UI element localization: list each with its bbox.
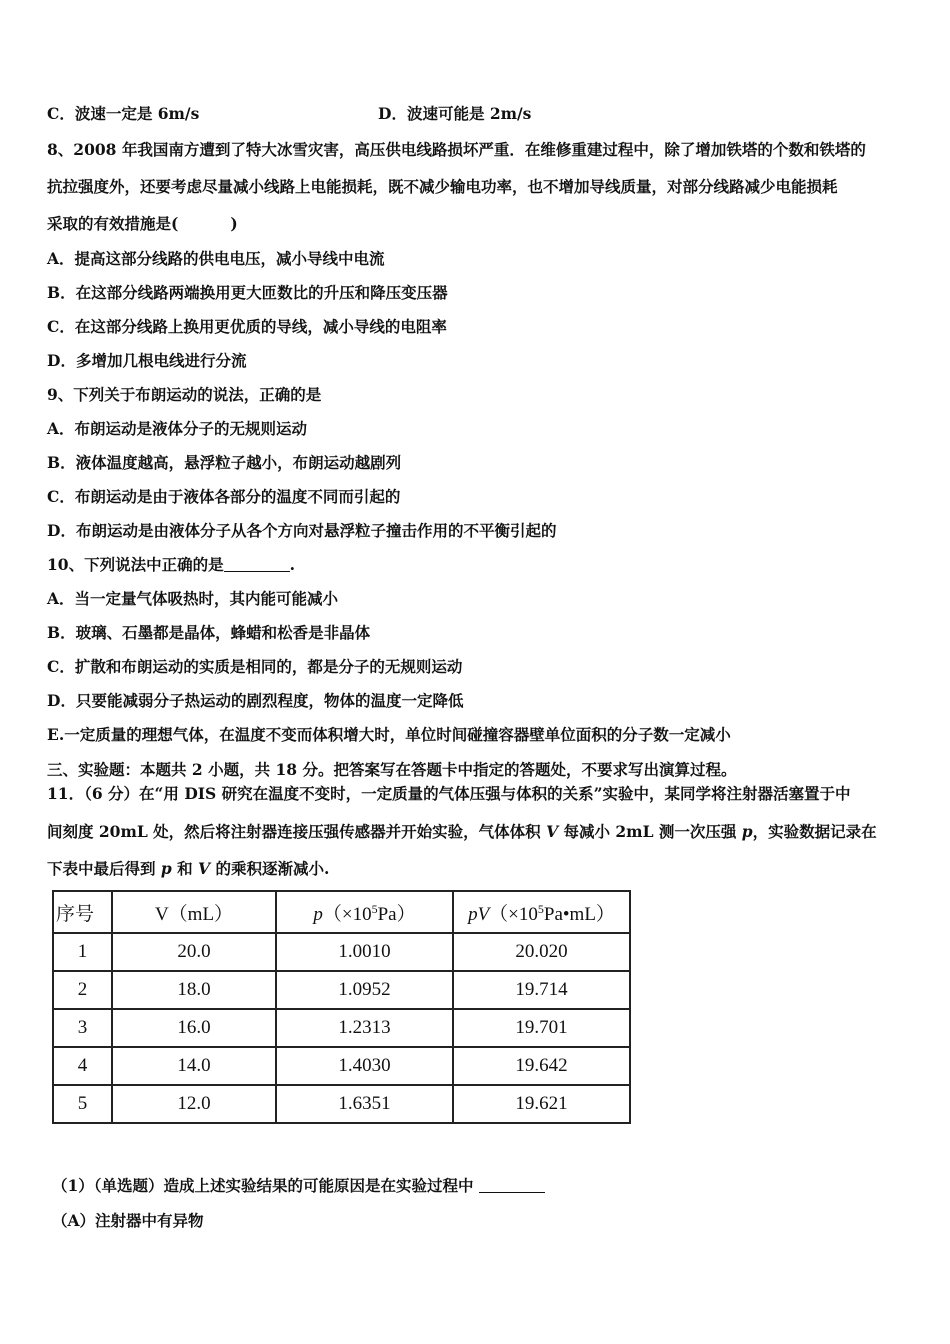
q7-option-c-row bbox=[47, 102, 199, 124]
q8-stem-prefix: 采取的有效措施是( bbox=[47, 214, 179, 233]
cell-pv: 19.701 bbox=[453, 1009, 630, 1047]
header-pressure-symbol: p bbox=[313, 903, 323, 925]
q10-stem bbox=[47, 553, 295, 575]
table-row bbox=[53, 1047, 630, 1085]
header-pressure bbox=[276, 891, 453, 933]
q11-line2-text-b: 每减小 2mL 测一次压强 bbox=[558, 822, 742, 841]
cell-pressure: 1.6351 bbox=[276, 1085, 453, 1123]
q8-stem-line1: 8、2008 年我国南方遭到了特大冰雪灾害，高压供电线路损坏严重．在维修重建过程中，除了增加铁塔的个数和铁塔的 bbox=[47, 140, 866, 159]
q11-line3-text-a: 下表中最后得到 bbox=[47, 859, 161, 878]
cell-seq: 4 bbox=[53, 1047, 112, 1085]
q11-line3-text-b: 和 bbox=[171, 859, 199, 878]
table-row bbox=[53, 933, 630, 971]
q8-option-d: D．多增加几根电线进行分流 bbox=[47, 351, 247, 370]
cell-pressure: 1.4030 bbox=[276, 1047, 453, 1085]
q9-option-d: D．布朗运动是由液体分子从各个方向对悬浮粒子撞击作用的不平衡引起的 bbox=[47, 521, 557, 540]
table-row bbox=[53, 1009, 630, 1047]
q11-line1: 11．（6 分）在“用 DIS 研究在温度不变时，一定质量的气体压强与体积的关系”实验中，某同学将注射器活塞置于中 bbox=[47, 784, 851, 803]
cell-volume: 18.0 bbox=[112, 971, 276, 1009]
q11-sub1-answer-blank bbox=[479, 1177, 545, 1194]
q11-line2 bbox=[47, 820, 877, 842]
q8-answer-blank bbox=[178, 216, 230, 232]
q10-answer-blank bbox=[224, 556, 290, 573]
table-header-row bbox=[53, 891, 630, 933]
header-pressure-exponent: 5 bbox=[371, 901, 378, 916]
q8-stem-suffix: ) bbox=[230, 214, 238, 233]
cell-seq: 3 bbox=[53, 1009, 112, 1047]
q8-stem-line2: 抗拉强度外，还要考虑尽量减小线路上电能损耗，既不减少输电功率，也不增加导线质量，对部分线路减少电能损耗 bbox=[47, 177, 838, 196]
table-row bbox=[53, 1085, 630, 1123]
header-pv bbox=[453, 891, 630, 933]
q11-sub1-stem bbox=[52, 1174, 545, 1196]
q7-option-c: C．波速一定是 6m/s bbox=[47, 104, 200, 123]
cell-pressure: 1.0010 bbox=[276, 933, 453, 971]
q9-option-b: B．液体温度越高，悬浮粒子越小，布朗运动越剧列 bbox=[47, 453, 402, 472]
q10-option-c: C．扩散和布朗运动的实质是相同的，都是分子的无规则运动 bbox=[47, 657, 463, 676]
header-pv-symbol: pV bbox=[468, 903, 490, 925]
cell-pv: 19.714 bbox=[453, 971, 630, 1009]
section3-heading: 三、实验题：本题共 2 小题，共 18 分。把答案写在答题卡中指定的答题处，不要求写出演算过程。 bbox=[47, 760, 737, 779]
q9-option-c: C．布朗运动是由于液体各部分的温度不同而引起的 bbox=[47, 487, 401, 506]
q10-option-d: D．只要能减弱分子热运动的剧烈程度，物体的温度一定降低 bbox=[47, 691, 464, 710]
q9-option-a: A．布朗运动是液体分子的无规则运动 bbox=[47, 419, 308, 438]
q8-option-a: A．提高这部分线路的供电电压，减小导线中电流 bbox=[47, 249, 385, 268]
q9-stem: 9、下列关于布朗运动的说法，正确的是 bbox=[47, 385, 322, 404]
cell-pv: 20.020 bbox=[453, 933, 630, 971]
cell-pv: 19.642 bbox=[453, 1047, 630, 1085]
cell-volume: 16.0 bbox=[112, 1009, 276, 1047]
cell-volume: 14.0 bbox=[112, 1047, 276, 1085]
q8-stem-line3 bbox=[47, 212, 238, 234]
q10-option-b: B．玻璃、石墨都是晶体，蜂蜡和松香是非晶体 bbox=[47, 623, 371, 642]
header-pv-exponent: 5 bbox=[537, 901, 544, 916]
cell-seq: 2 bbox=[53, 971, 112, 1009]
header-pv-unit-a: （×10 bbox=[489, 903, 538, 925]
header-volume: V（mL） bbox=[112, 891, 276, 933]
q7-option-d: D．波速可能是 2m/s bbox=[378, 104, 532, 123]
q11-sub1-stem-text: （1）（单选题）造成上述实验结果的可能原因是在实验过程中 bbox=[52, 1176, 479, 1195]
q11-sub1-option-a: （A）注射器中有异物 bbox=[52, 1211, 204, 1230]
cell-pressure: 1.2313 bbox=[276, 1009, 453, 1047]
q11-symbol-v: V bbox=[546, 822, 559, 841]
q8-option-b: B．在这部分线路两端换用更大匝数比的升压和降压变压器 bbox=[47, 283, 448, 302]
table-row bbox=[53, 971, 630, 1009]
header-seq: 序号 bbox=[53, 891, 112, 933]
header-pv-unit-b: Pa•mL） bbox=[543, 903, 615, 925]
q11-line3 bbox=[47, 857, 329, 879]
q11-symbol-p-2: p bbox=[160, 859, 172, 878]
q11-line2-text-c: ，实验数据记录在 bbox=[752, 822, 877, 841]
q10-option-a: A．当一定量气体吸热时，其内能可能减小 bbox=[47, 589, 339, 608]
q11-line2-text-a: 间刻度 20mL 处，然后将注射器连接压强传感器并开始实验，气体体积 bbox=[47, 822, 547, 841]
cell-pv: 19.621 bbox=[453, 1085, 630, 1123]
q11-symbol-v-2: V bbox=[198, 859, 211, 878]
cell-seq: 1 bbox=[53, 933, 112, 971]
q11-symbol-p: p bbox=[741, 822, 753, 841]
q11-line3-text-c: 的乘积逐渐减小. bbox=[210, 859, 330, 878]
cell-pressure: 1.0952 bbox=[276, 971, 453, 1009]
cell-seq: 5 bbox=[53, 1085, 112, 1123]
experiment-data-table bbox=[52, 890, 631, 1124]
cell-volume: 20.0 bbox=[112, 933, 276, 971]
q10-stem-prefix: 10、下列说法中正确的是 bbox=[47, 555, 224, 574]
q10-stem-suffix: . bbox=[289, 555, 295, 574]
q10-option-e: E.一定质量的理想气体，在温度不变而体积增大时，单位时间碰撞容器壁单位面积的分子数一定减小 bbox=[47, 725, 731, 744]
header-pressure-unit-a: （×10 bbox=[322, 903, 372, 925]
cell-volume: 12.0 bbox=[112, 1085, 276, 1123]
q8-option-c: C．在这部分线路上换用更优质的导线，减小导线的电阻率 bbox=[47, 317, 447, 336]
header-pressure-unit-b: Pa） bbox=[377, 903, 416, 925]
